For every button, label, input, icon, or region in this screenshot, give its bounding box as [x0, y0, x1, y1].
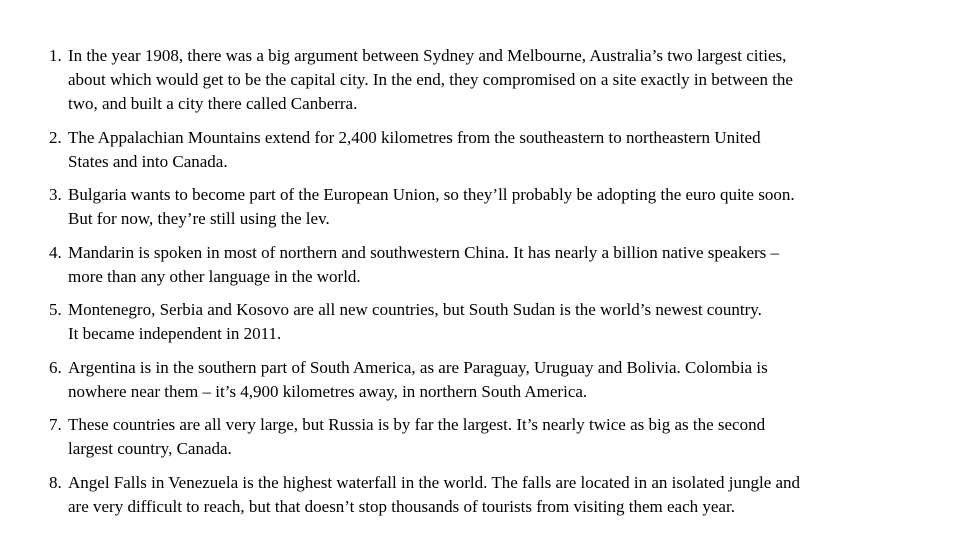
text-line: States and into Canada.: [68, 151, 228, 171]
list-item: [49, 241, 929, 289]
item-number: 1.: [49, 46, 62, 65]
text-line: Bulgaria wants to become part of the European Union, so they’ll probably be adopting the euro quite soon.: [68, 185, 795, 204]
text-line: nowhere near them – it’s 4,900 kilometres away, in northern South America.: [68, 381, 588, 401]
list-item: [49, 356, 929, 404]
item-text: [68, 44, 929, 116]
item-number: 7.: [49, 415, 62, 434]
item-number: 2.: [49, 127, 62, 147]
list-item: [49, 183, 929, 231]
text-line: more than any other language in the world.: [68, 266, 361, 286]
text-line: These countries are all very large, but Russia is by far the largest. It’s nearly twice as big as the second: [68, 415, 766, 434]
item-number: 5.: [49, 300, 62, 319]
item-number: 3.: [49, 185, 62, 204]
text-line: largest country, Canada.: [68, 439, 232, 458]
text-line: Montenegro, Serbia and Kosovo are all new countries, but South Sudan is the world’s newest country.: [68, 300, 762, 319]
text-line: are very difficult to reach, but that doesn’t stop thousands of tourists from visiting them each year.: [68, 496, 735, 516]
text-line: The Appalachian Mountains extend for 2,400 kilometres from the southeastern to northeastern United: [68, 127, 761, 147]
text-line: In the year 1908, there was a big argument between Sydney and Melbourne, Australia’s two largest cities,: [68, 46, 787, 65]
item-text: [68, 126, 929, 174]
list-item: [49, 298, 929, 346]
item-text: [68, 413, 929, 461]
list-item: [49, 126, 929, 174]
item-text: [68, 241, 929, 289]
item-number: 6.: [49, 357, 62, 377]
text-line: Argentina is in the southern part of South America, as are Paraguay, Uruguay and Bolivia. Colombia is: [68, 357, 768, 377]
text-line: But for now, they’re still using the lev.: [68, 209, 330, 228]
item-text: [68, 356, 929, 404]
list-item: [49, 44, 929, 116]
item-text: [68, 471, 929, 519]
numbered-list: [49, 44, 929, 519]
text-line: Mandarin is spoken in most of northern and southwestern China. It has nearly a billion native speakers –: [68, 242, 780, 262]
text-line: about which would get to be the capital city. In the end, they compromised on a site exactly in between the: [68, 70, 793, 89]
item-number: 8.: [49, 472, 62, 492]
text-line: It became independent in 2011.: [68, 324, 282, 343]
list-item: [49, 413, 929, 461]
item-number: 4.: [49, 242, 62, 262]
list-item: [49, 471, 929, 519]
text-line: Angel Falls in Venezuela is the highest waterfall in the world. The falls are located in an isolated jungle and: [68, 472, 801, 492]
item-text: [68, 298, 929, 346]
item-text: [68, 183, 929, 231]
text-line: two, and built a city there called Canberra.: [68, 94, 358, 113]
